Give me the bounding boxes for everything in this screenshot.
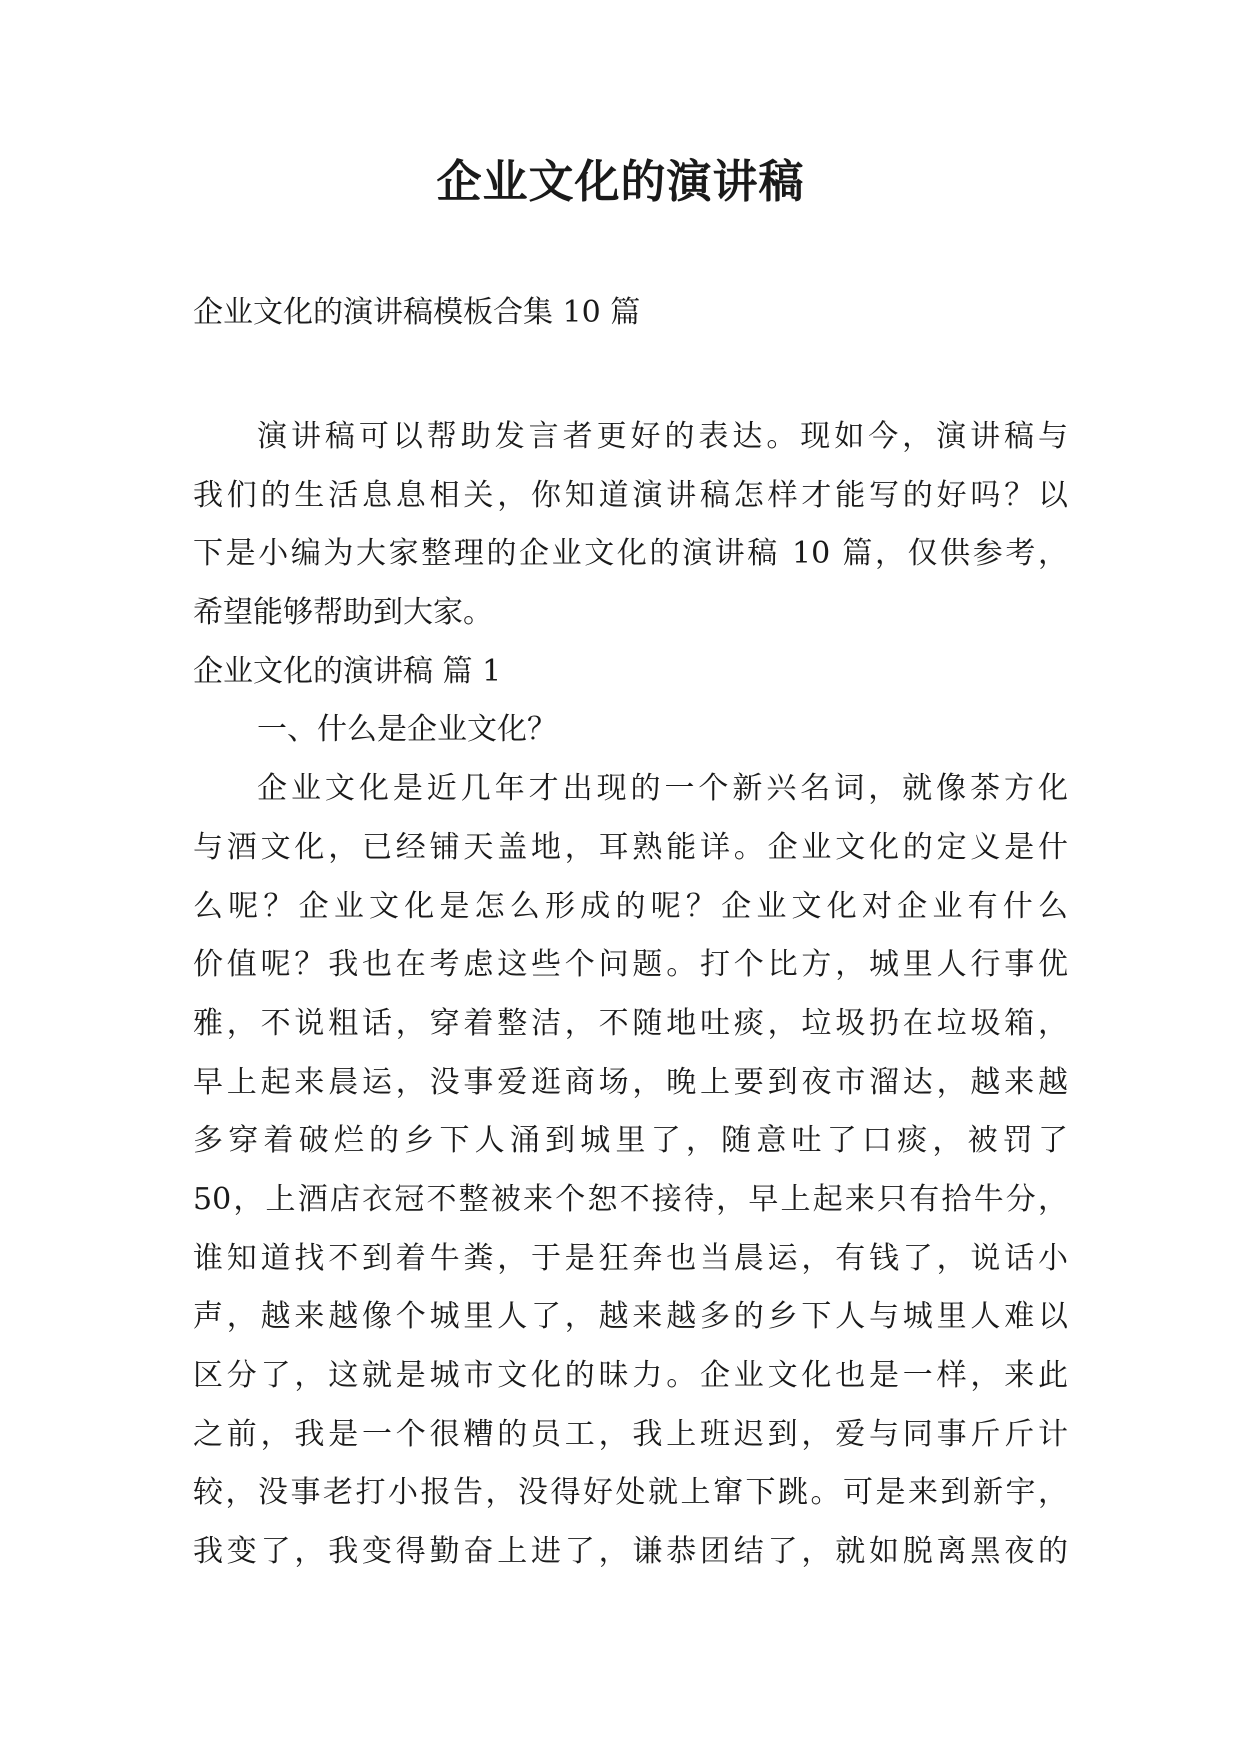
document-title: 企业文化的演讲稿 [436, 155, 805, 208]
body-line: 谁知道找不到着牛粪，于是狂奔也当晨运，有钱了，说话小 [193, 1240, 1068, 1276]
body-line: 声，越来越像个城里人了，越来越多的乡下人与城里人难以 [193, 1299, 1068, 1335]
body-line: 我变了，我变得勤奋上进了，谦恭团结了，就如脱离黑夜的 [193, 1534, 1068, 1570]
body-line: 区分了，这就是城市文化的昧力。企业文化也是一样，来此 [193, 1358, 1068, 1393]
body-line: 我们的生活息息相关，你知道演讲稿怎样才能写的好吗？以 [193, 477, 1068, 513]
body-line: 雅，不说粗话，穿着整洁，不随地吐痰，垃圾扔在垃圾箱， [193, 1005, 1068, 1041]
body-line: 50，上酒店衣冠不整被来个恕不接待，早上起来只有拾牛分， [193, 1181, 1068, 1217]
body-line: 企业文化是近几年才出现的一个新兴名词，就像茶方化 [257, 771, 1068, 807]
body-line: 下是小编为大家整理的企业文化的演讲稿 10 篇，仅供参考， [193, 536, 1068, 572]
document-body [193, 408, 1068, 1582]
document-subtitle: 企业文化的演讲稿模板合集 10 篇 [193, 295, 641, 330]
body-line: 希望能够帮助到大家。 [193, 595, 493, 631]
body-line: 么呢？企业文化是怎么形成的呢？企业文化对企业有什么 [193, 888, 1068, 924]
body-line: 较，没事老打小报告，没得好处就上窜下跳。可是来到新宇， [193, 1475, 1068, 1511]
body-line: 之前，我是一个很糟的员工，我上班迟到，爱与同事斤斤计 [193, 1416, 1068, 1452]
body-line: 一、什么是企业文化？ [257, 712, 557, 748]
body-line: 企业文化的演讲稿 篇 1 [193, 653, 502, 689]
body-line: 演讲稿可以帮助发言者更好的表达。现如今，演讲稿与 [257, 419, 1068, 454]
body-line: 多穿着破烂的乡下人涌到城里了，随意吐了口痰，被罚了 [193, 1123, 1068, 1159]
body-line: 早上起来晨运，没事爱逛商场，晚上要到夜市溜达，越来越 [193, 1064, 1068, 1100]
body-line: 与酒文化，已经铺天盖地，耳熟能详。企业文化的定义是什 [193, 829, 1068, 865]
body-line: 价值呢？我也在考虑这些个问题。打个比方，城里人行事优 [193, 947, 1068, 983]
